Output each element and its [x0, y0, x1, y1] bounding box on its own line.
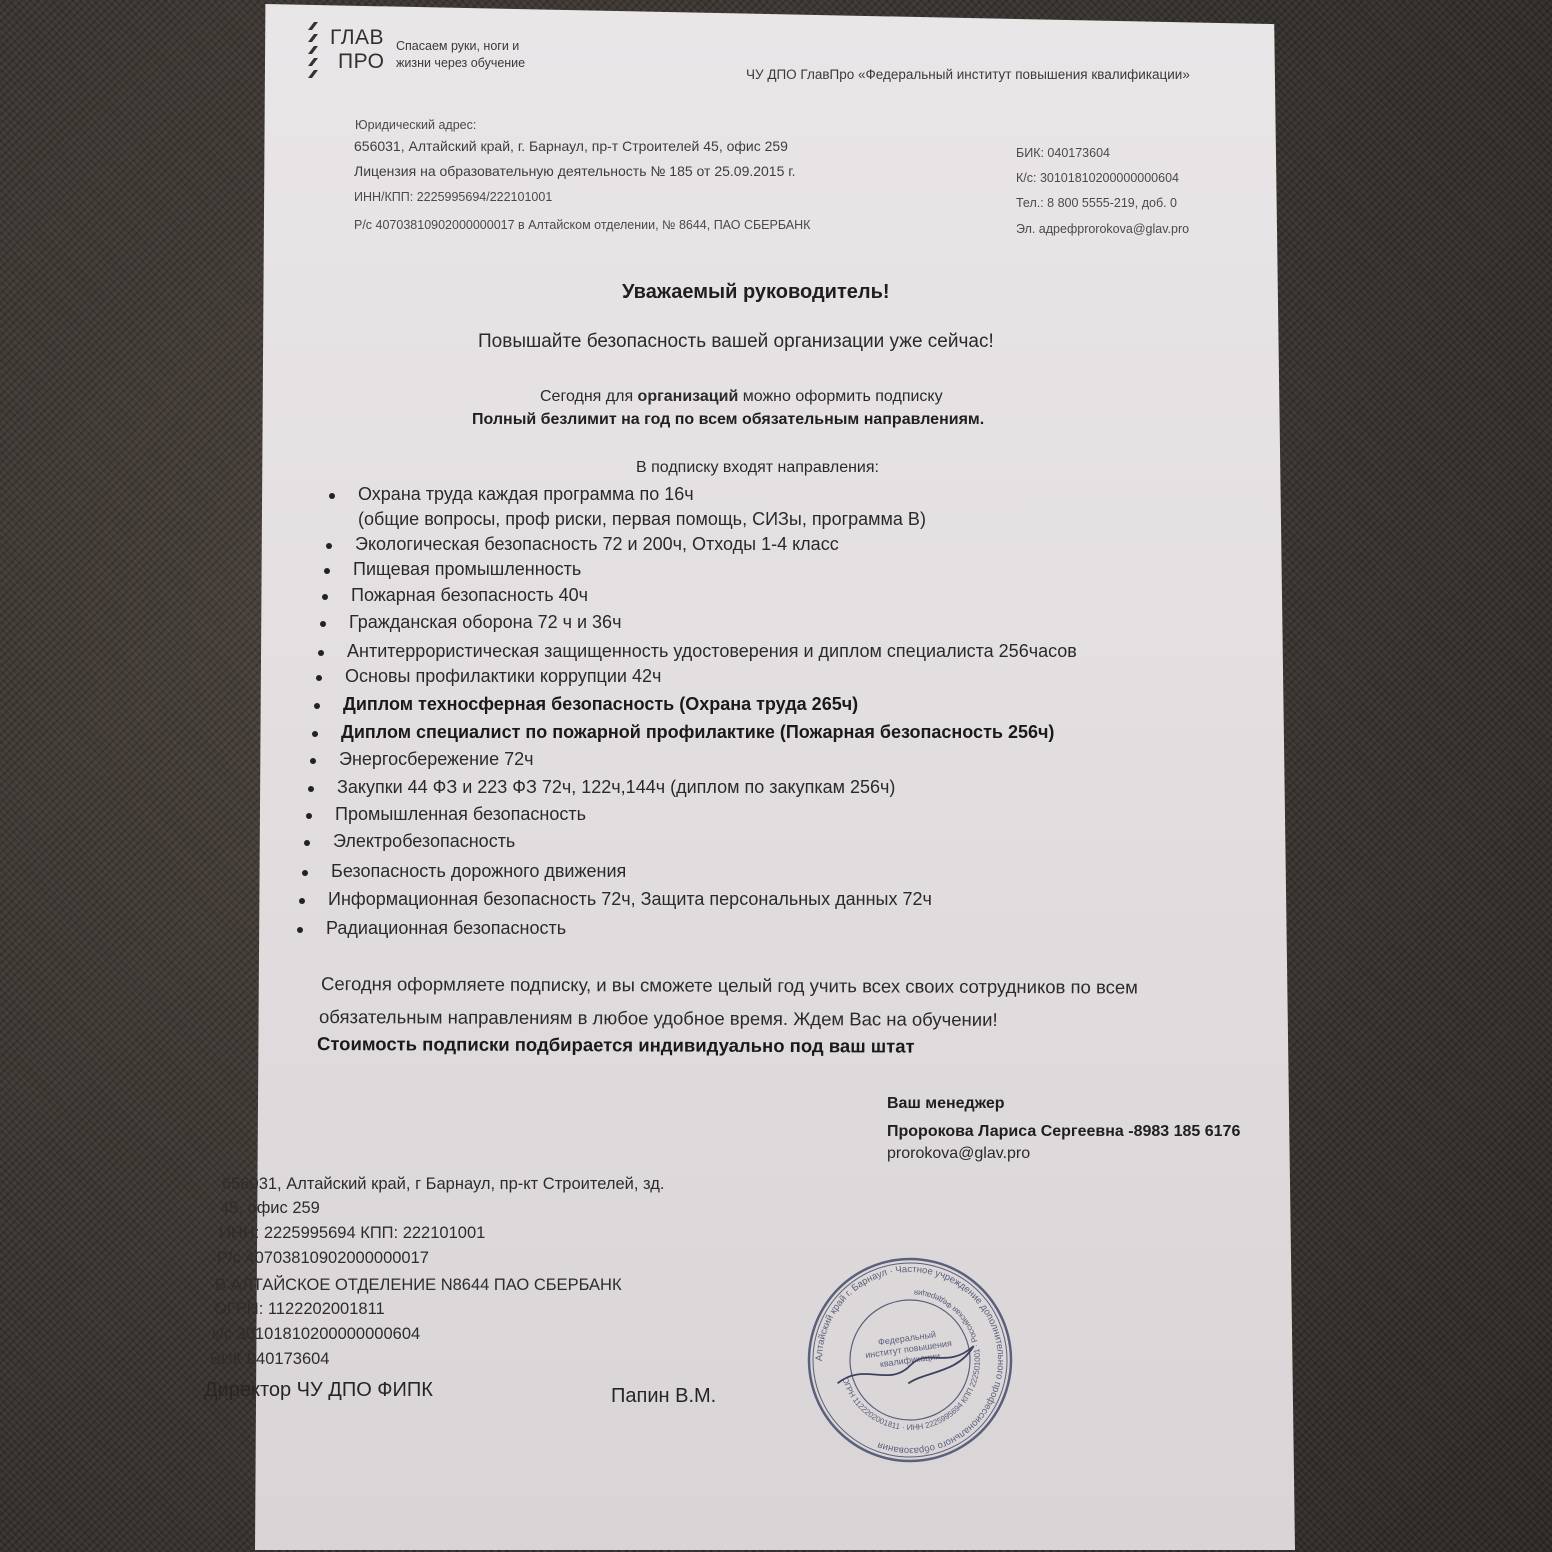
manager-email: prorokova@glav.pro	[887, 1145, 1031, 1162]
footer-line: В АЛТАЙСКОЕ ОТДЕЛЕНИЕ N8644 ПАО СБЕРБАНК	[215, 1276, 622, 1294]
list-item: Безопасность дорожного движения	[331, 861, 627, 881]
bullet-icon	[320, 621, 326, 627]
list-item: Антитеррористическая защищенность удостоверения и диплом специалиста 256часов	[347, 641, 1077, 661]
lead-line1: Сегодня для организаций можно оформить подписку	[540, 388, 943, 405]
list-item: Электробезопасность	[333, 831, 516, 851]
list-item: Экологическая безопасность 72 и 200ч, Отходы 1-4 класс	[355, 534, 839, 554]
list-item: Пищевая промышленность	[353, 559, 582, 579]
manager-label: Ваш менеджер	[887, 1095, 1005, 1112]
requisite-left-2: Лицензия на образовательную деятельность № 185 от 25.09.2015 г.	[354, 163, 796, 179]
bullet-icon	[318, 650, 324, 656]
list-item: Основы профилактики коррупции 42ч	[345, 666, 662, 686]
bullet-icon	[297, 927, 303, 933]
requisite-right-3: Эл. адрефprorokova@glav.pro	[1016, 222, 1190, 236]
stamp-outer-text: Алтайский край г. Барнаул · Частное учреждение дополнительного профессионального образования	[813, 1263, 1007, 1457]
manager-name-phone: Пророкова Лариса Сергеевна -8983 185 6176	[887, 1123, 1241, 1140]
bullet-icon	[329, 493, 335, 499]
list-item: Пожарная безопасность 40ч	[351, 585, 589, 605]
requisite-left-3: ИНН/КПП: 2225995694/222101001	[354, 190, 553, 204]
bullet-icon	[324, 568, 330, 574]
footer-line: к/с 30101810200000000604	[212, 1325, 421, 1343]
bullet-icon	[304, 840, 310, 846]
stamp-center-text: Федеральный институт повышения квалификации	[864, 1329, 953, 1370]
requisite-right-1: К/с: 30101810200000000604	[1016, 171, 1179, 185]
list-item: Гражданская оборона 72 ч и 36ч	[349, 612, 622, 632]
bullet-icon	[308, 786, 314, 792]
bullet-icon	[322, 594, 328, 600]
requisite-right-2: Тел.: 8 800 5555-219, доб. 0	[1016, 196, 1178, 210]
footer-line: БИК 040173604	[210, 1350, 330, 1368]
closing-bold-line: Стоимость подписки подбирается индивидуально под ваш штат	[316, 1033, 915, 1057]
footer-line: 45, офис 259	[220, 1199, 320, 1217]
bullet-icon	[316, 675, 322, 681]
bullet-icon	[306, 813, 312, 819]
list-item: Радиационная безопасность	[326, 918, 567, 938]
logo-text-line2: ПРО	[338, 50, 385, 73]
list-item: Промышленная безопасность	[335, 804, 586, 824]
list-intro: В подписку входят направления:	[636, 459, 879, 476]
logo-tagline-line1: Спасаем руки, ноги и	[396, 39, 520, 53]
list-item: Энергосбережение 72ч	[339, 749, 534, 769]
stamp-inner-text: ОГРН 1122202001811 · ИНН 2225995694 КПП 222501001 · Российская Федерация	[840, 1288, 983, 1433]
bullet-icon	[312, 731, 318, 737]
closing-line2: обязательным направлениям в любое удобное время. Ждем Вас на обучении!	[318, 1006, 998, 1030]
list-item: Диплом техносферная безопасность (Охрана труда 265ч)	[343, 694, 859, 714]
footer-line: ОГРН: 1122202001811	[214, 1300, 385, 1318]
requisite-left-0: Юридический адрес:	[355, 118, 477, 132]
bullet-icon	[299, 898, 305, 904]
list-item: (общие вопросы, проф риски, первая помощь, СИЗы, программа В)	[358, 509, 926, 529]
requisite-left-4: Р/с 40703810902000000017 в Алтайском отделении, № 8644, ПАО СБЕРБАНК	[354, 218, 811, 232]
list-item: Диплом специалист по пожарной профилактике (Пожарная безопасность 256ч)	[341, 722, 1055, 742]
list-item: Закупки 44 ФЗ и 223 ФЗ 72ч, 122ч,144ч (диплом по закупкам 256ч)	[337, 777, 896, 797]
requisite-right-0: БИК: 040173604	[1016, 146, 1110, 160]
bullet-icon	[302, 870, 308, 876]
diagonal-stripes-icon	[308, 22, 326, 80]
footer-line: Р/с 40703810902000000017	[217, 1249, 429, 1267]
closing-line1: Сегодня оформляете подписку, и вы сможете целый год учить всех своих сотрудников по всем	[320, 973, 1138, 998]
bullet-icon	[326, 543, 332, 549]
requisite-left-1: 656031, Алтайский край, г. Барнаул, пр-т Строителей 45, офис 259	[354, 138, 788, 154]
list-item: Информационная безопасность 72ч, Защита персональных данных 72ч	[328, 889, 932, 909]
bullet-icon	[314, 703, 320, 709]
logo-tagline-line2: жизни через обучение	[396, 56, 526, 70]
director-title: Директор ЧУ ДПО ФИПК	[204, 1379, 433, 1401]
list-item: Охрана труда каждая программа по 16ч	[358, 484, 694, 504]
signer-name: Папин В.М.	[611, 1385, 717, 1407]
footer-line: 656031, Алтайский край, г Барнаул, пр-кт Строителей, зд.	[222, 1175, 665, 1193]
header-org-name: ЧУ ДПО ГлавПро «Федеральный институт повышения квалификации»	[746, 67, 1190, 82]
footer-line: ИНН: 2225995694 КПП: 222101001	[219, 1224, 486, 1242]
letter-subtitle: Повышайте безопасность вашей организации уже сейчас!	[478, 331, 994, 352]
lead-line2: Полный безлимит на год по всем обязательным направлениям.	[472, 411, 985, 428]
round-seal-icon	[791, 1241, 1028, 1478]
bullet-icon	[310, 758, 316, 764]
letter-title: Уважаемый руководитель!	[622, 281, 890, 303]
logo-text-line1: ГЛАВ	[330, 26, 384, 49]
